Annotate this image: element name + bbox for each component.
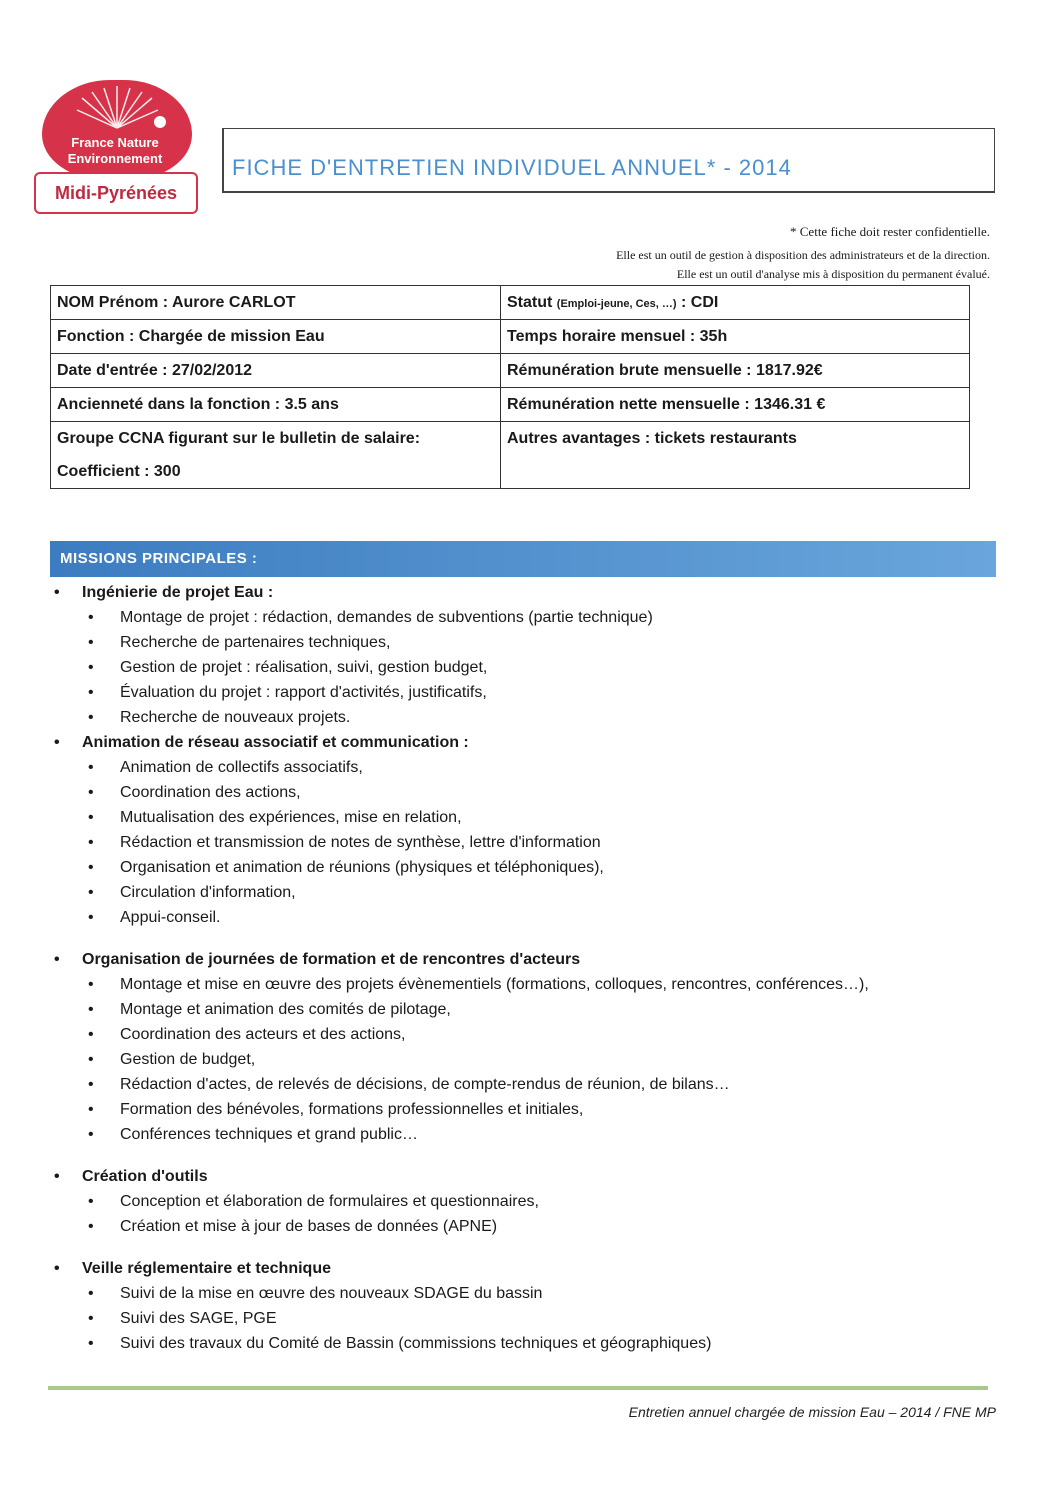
list-item: • Montage et animation des comités de pilotage, — [54, 997, 1014, 1022]
page-title: FICHE D'ENTRETIEN INDIVIDUEL ANNUEL* - 2014 — [232, 155, 792, 180]
footer-divider — [48, 1386, 988, 1390]
table-row — [51, 354, 970, 388]
benefits-cell — [501, 422, 970, 489]
list-item: • Gestion de budget, — [54, 1047, 1014, 1072]
confidential-note-1: * Cette fiche doit rester confidentielle. — [790, 224, 990, 239]
list-item: • Conception et élaboration de formulaires et questionnaires, — [54, 1189, 1014, 1214]
list-item: • Création et mise à jour de bases de données (APNE) — [54, 1214, 1014, 1239]
table-row — [51, 286, 970, 320]
confidential-note-2: Elle est un outil de gestion à disposition des administrateurs et de la direction. — [616, 248, 990, 262]
list-item: • Conférences techniques et grand public… — [54, 1122, 1014, 1147]
list-item: • Suivi des SAGE, PGE — [54, 1306, 1014, 1331]
list-item: • Rédaction d'actes, de relevés de décisions, de compte-rendus de réunion, de bilans… — [54, 1072, 1014, 1097]
net-salary-cell: Rémunération nette mensuelle : 1346.31 € — [501, 388, 970, 422]
employee-info-table — [50, 285, 970, 489]
section-header-missions — [50, 541, 996, 577]
list-item: • Circulation d'information, — [54, 880, 1014, 905]
list-item: • Recherche de nouveaux projets. — [54, 705, 1014, 730]
hours-cell: Temps horaire mensuel : 35h — [501, 320, 970, 354]
list-item: • Suivi de la mise en œuvre des nouveaux SDAGE du bassin — [54, 1281, 1014, 1306]
start-date-cell: Date d'entrée : 27/02/2012 — [51, 354, 501, 388]
group-label: Groupe CCNA figurant sur le bulletin de salaire: — [57, 430, 421, 447]
list-item: • Recherche de partenaires techniques, — [54, 630, 1014, 655]
list-item: • Coordination des acteurs et des actions, — [54, 1022, 1014, 1047]
mission-group — [54, 730, 1014, 930]
list-item: • Organisation et animation de réunions (physiques et téléphoniques), — [54, 855, 1014, 880]
table-row — [51, 320, 970, 354]
status-label: Statut — [507, 293, 557, 311]
mission-group-title: • Ingénierie de projet Eau : — [54, 580, 1014, 605]
table-row — [51, 422, 970, 489]
benefits-label: Autres avantages : tickets restaurants — [507, 430, 797, 447]
status-value: : CDI — [676, 293, 719, 311]
confidential-note-3: Elle est un outil d'analyse mis à disposition du permanent évalué. — [676, 267, 990, 281]
mission-group-title: • Organisation de journées de formation et de rencontres d'acteurs — [54, 947, 1014, 972]
logo-text-line2: Environnement — [67, 151, 163, 166]
hedgehog-icon — [42, 80, 192, 140]
mission-group-title: • Création d'outils — [54, 1164, 1014, 1189]
section-title: MISSIONS PRINCIPALES : — [60, 550, 258, 567]
mission-group-title: • Veille réglementaire et technique — [54, 1256, 1014, 1281]
fne-logo — [30, 80, 200, 220]
list-item: • Évaluation du projet : rapport d'activités, justificatifs, — [54, 680, 1014, 705]
table-row — [51, 388, 970, 422]
footer-text: Entretien annuel chargée de mission Eau – 2014 / FNE MP — [628, 1404, 996, 1420]
logo-text-line1: France Nature — [71, 135, 159, 150]
group-cell — [51, 422, 501, 489]
status-hint: (Emploi-jeune, Ces, …) — [556, 297, 677, 310]
list-item: • Gestion de projet : réalisation, suivi, gestion budget, — [54, 655, 1014, 680]
gross-salary-cell: Rémunération brute mensuelle : 1817.92€ — [501, 354, 970, 388]
mission-group — [54, 1164, 1014, 1239]
name-cell: NOM Prénom : Aurore CARLOT — [51, 286, 501, 320]
list-item: • Animation de collectifs associatifs, — [54, 755, 1014, 780]
list-item: • Rédaction et transmission de notes de synthèse, lettre d'information — [54, 830, 1014, 855]
list-item: • Formation des bénévoles, formations professionnelles et initiales, — [54, 1097, 1014, 1122]
list-item: • Appui-conseil. — [54, 905, 1014, 930]
mission-group-title: • Animation de réseau associatif et communication : — [54, 730, 1014, 755]
coefficient-label: Coefficient : 300 — [57, 463, 181, 480]
function-cell: Fonction : Chargée de mission Eau — [51, 320, 501, 354]
seniority-cell: Ancienneté dans la fonction : 3.5 ans — [51, 388, 501, 422]
status-cell — [501, 286, 970, 320]
list-item: • Mutualisation des expériences, mise en relation, — [54, 805, 1014, 830]
list-item: • Montage et mise en œuvre des projets évènementiels (formations, colloques, rencontres, conférences…), — [54, 972, 1014, 997]
missions-list — [54, 580, 1014, 1356]
list-item: • Suivi des travaux du Comité de Bassin (commissions techniques et géographiques) — [54, 1331, 1014, 1356]
logo-region: Midi-Pyrénées — [34, 172, 198, 214]
list-item: • Montage de projet : rédaction, demandes de subventions (partie technique) — [54, 605, 1014, 630]
mission-group — [54, 580, 1014, 730]
list-item: • Coordination des actions, — [54, 780, 1014, 805]
title-box — [222, 128, 995, 193]
mission-group — [54, 1256, 1014, 1356]
mission-group — [54, 947, 1014, 1147]
